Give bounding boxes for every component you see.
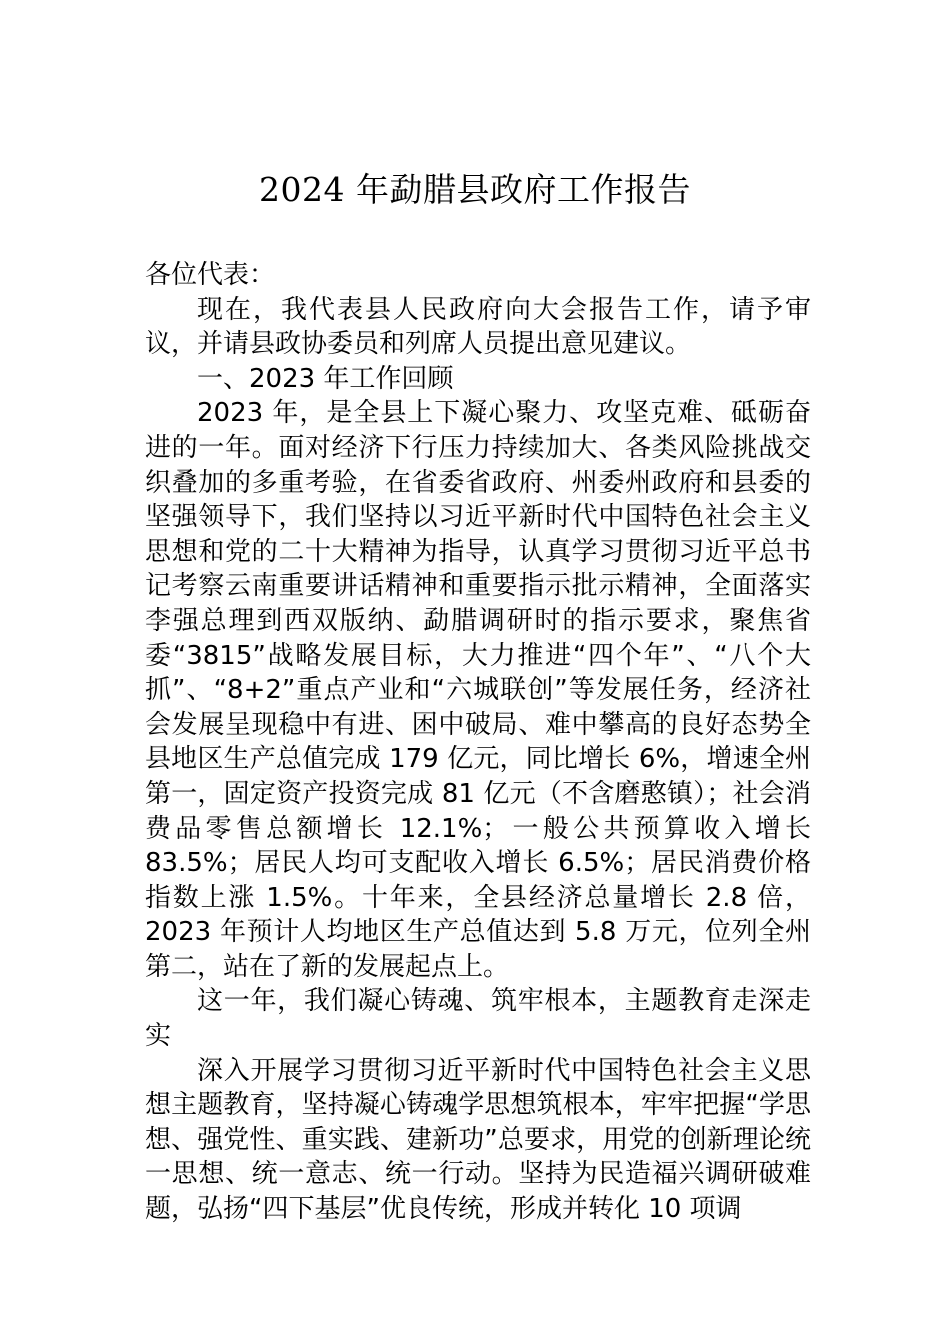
salutation: 各位代表： <box>145 260 276 290</box>
review-paragraph: 2023 年，是全县上下凝心聚力、攻坚克难、砥砺奋进的一年。面对经济下行压力持续加大、各类风险挑战交织叠加的多重考验，在省委省政府、州委州政府和县委的坚强领导下，我们坚持以习近平新时代中国特色社会主义思想和党的二十大精神为指导，认真学习贯彻习近平总书记考察云南重要讲话精神和重要指示批示精神，全面落实李强总理到西双版纳、勐腊调研时的指示要求，聚焦省委“3815”战略发展目标，大力推进“四个年”、“八个大抓”、“8+2”重点产业和“六城联创”等发展任务，经济社会发展呈现稳中有进、困中破局、难中攀高的良好态势全县地区生产总值完成 179 亿元，同比增长 6%，增速全州第一，固定资产投资完成 81 亿元（不含磨憨镇）；社会消费品零售总额增长 12.1%；一般公共预算收入增长 83.5%；居民人均可支配收入增长 6.5%；居民消费价格指数上涨 1.5%。十年来，全县经济总量增长 2.8 倍，2023 年预计人均地区生产总值达到 5.8 万元，位列全州第二，站在了新的发展起点上。 <box>145 398 811 982</box>
document-title: 2024 年勐腊县政府工作报告 <box>259 170 691 209</box>
opening-paragraph: 现在，我代表县人民政府向大会报告工作，请予审议，并请县政协委员和列席人员提出意见建议。 <box>145 294 811 360</box>
education-paragraph: 深入开展学习贯彻习近平新时代中国特色社会主义思想主题教育，坚持凝心铸魂学思想筑根本，牢牢把握“学思想、强党性、重实践、建新功”总要求，用党的创新理论统一思想、统一意志、统一行动。坚持为民造福兴调研破难题，弘扬“四下基层”优良传统，形成并转化 10 项调 <box>145 1055 811 1225</box>
section-heading: 一、2023 年工作回顾 <box>197 363 454 394</box>
subsection-heading: 这一年，我们凝心铸魂、筑牢根本，主题教育走深走实 <box>145 986 811 1052</box>
document-body <box>145 258 811 1227</box>
